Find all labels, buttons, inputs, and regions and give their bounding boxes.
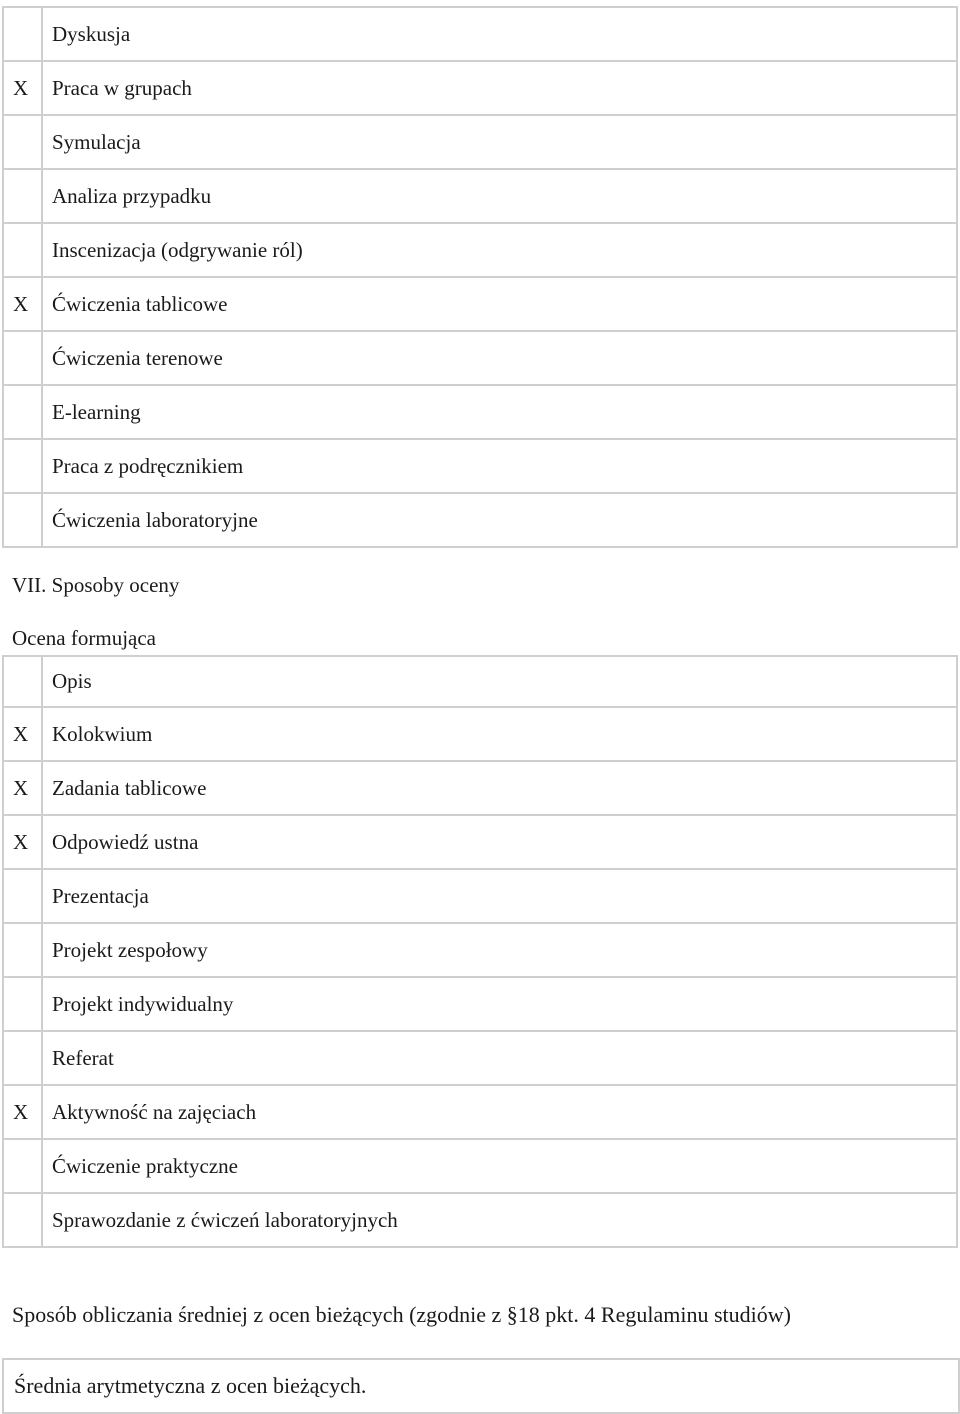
selection-mark <box>3 1193 42 1247</box>
method-label: Praca w grupach <box>42 61 957 115</box>
table-row <box>3 1031 957 1085</box>
method-label: Analiza przypadku <box>42 169 957 223</box>
table-row <box>3 61 957 115</box>
selection-mark <box>3 331 42 385</box>
average-calculation-box <box>2 1358 960 1414</box>
table-row <box>3 977 957 1031</box>
selection-mark: X <box>3 707 42 761</box>
selection-mark <box>3 115 42 169</box>
method-label: Dyskusja <box>42 7 957 61</box>
selection-mark: X <box>3 1085 42 1139</box>
table-row <box>3 1139 957 1193</box>
selection-mark <box>3 1139 42 1193</box>
table-row <box>3 385 957 439</box>
selection-mark <box>3 923 42 977</box>
teaching-methods-table <box>2 6 958 548</box>
table-row <box>3 439 957 493</box>
assessment-label: Kolokwium <box>42 707 957 761</box>
method-label: Ćwiczenia terenowe <box>42 331 957 385</box>
method-label: Inscenizacja (odgrywanie ról) <box>42 223 957 277</box>
selection-mark <box>3 439 42 493</box>
assessment-label: Referat <box>42 1031 957 1085</box>
table-row <box>3 707 957 761</box>
selection-mark <box>3 7 42 61</box>
selection-mark <box>3 493 42 547</box>
table-row <box>3 923 957 977</box>
selection-mark <box>3 869 42 923</box>
method-label: Ćwiczenia tablicowe <box>42 277 957 331</box>
table-row <box>3 1193 957 1247</box>
average-calculation-title: Sposób obliczania średniej z ocen bieżących (zgodnie z §18 pkt. 4 Regulaminu studiów) <box>12 1302 791 1327</box>
assessment-label: Projekt zespołowy <box>42 923 957 977</box>
selection-mark <box>3 977 42 1031</box>
section-title: VII. Sposoby oceny <box>12 573 180 597</box>
table-row <box>3 331 957 385</box>
assessment-label: Odpowiedź ustna <box>42 815 957 869</box>
table-row <box>3 1085 957 1139</box>
table-row <box>3 815 957 869</box>
table-row <box>3 7 957 61</box>
selection-mark <box>3 223 42 277</box>
average-calculation-text: Średnia arytmetyczna z ocen bieżących. <box>14 1373 367 1398</box>
table-row <box>3 656 957 707</box>
assessment-methods-table <box>2 655 958 1248</box>
table-row <box>3 493 957 547</box>
formative-assessment-title: Ocena formująca <box>12 626 156 650</box>
selection-mark: X <box>3 761 42 815</box>
table-row <box>3 761 957 815</box>
selection-mark: X <box>3 815 42 869</box>
assessment-label: Opis <box>42 656 957 707</box>
table-row <box>3 223 957 277</box>
selection-mark <box>3 656 42 707</box>
method-label: Ćwiczenia laboratoryjne <box>42 493 957 547</box>
method-label: Symulacja <box>42 115 957 169</box>
selection-mark <box>3 1031 42 1085</box>
selection-mark: X <box>3 61 42 115</box>
assessment-label: Sprawozdanie z ćwiczeń laboratoryjnych <box>42 1193 957 1247</box>
table-row <box>3 277 957 331</box>
assessment-label: Aktywność na zajęciach <box>42 1085 957 1139</box>
table-row <box>3 169 957 223</box>
method-label: E-learning <box>42 385 957 439</box>
selection-mark: X <box>3 277 42 331</box>
assessment-label: Prezentacja <box>42 869 957 923</box>
table-row <box>3 115 957 169</box>
selection-mark <box>3 385 42 439</box>
table-row <box>3 869 957 923</box>
assessment-label: Ćwiczenie praktyczne <box>42 1139 957 1193</box>
assessment-label: Zadania tablicowe <box>42 761 957 815</box>
selection-mark <box>3 169 42 223</box>
assessment-label: Projekt indywidualny <box>42 977 957 1031</box>
method-label: Praca z podręcznikiem <box>42 439 957 493</box>
